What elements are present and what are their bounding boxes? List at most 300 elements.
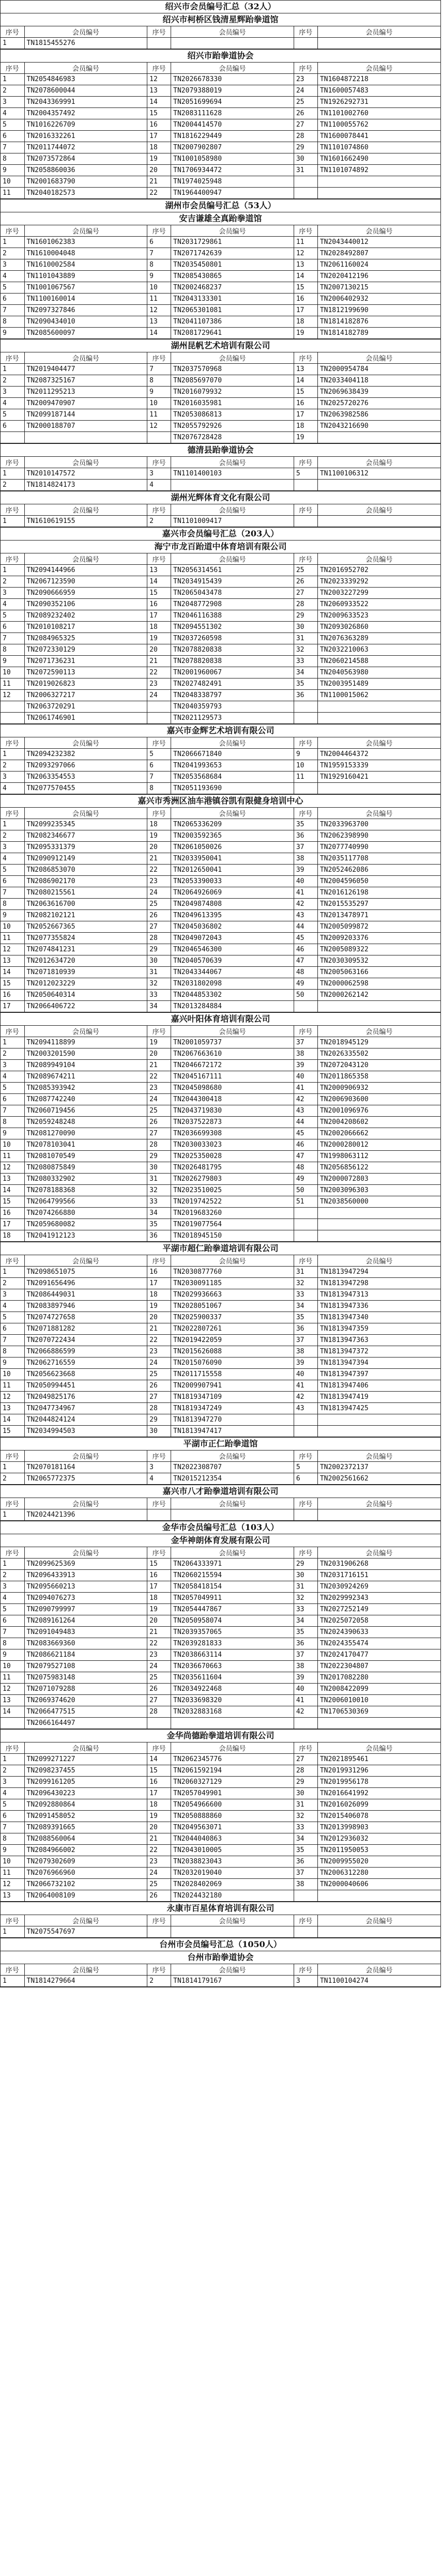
header-member-id: 会员编号	[171, 352, 294, 364]
header-seq: 序号	[1, 1026, 24, 1037]
seq-cell: 47	[294, 1151, 317, 1162]
member-id-cell: TN2090352106	[24, 599, 147, 610]
header-seq: 序号	[147, 225, 171, 237]
seq-cell: 10	[1, 667, 24, 678]
member-id-cell: TN2095660213	[24, 1581, 147, 1593]
member-id-cell: TN2067123590	[24, 576, 147, 588]
table-row	[1, 1868, 440, 1879]
member-id-cell: TN2004357492	[24, 108, 147, 119]
table-row	[1, 876, 440, 887]
member-id-cell: TN2065772375	[24, 1473, 147, 1485]
seq-cell: 11	[1, 678, 24, 690]
seq-cell	[294, 188, 317, 199]
member-id-cell: TN2030091185	[171, 1278, 294, 1289]
member-id-cell: TN2096430223	[24, 1788, 147, 1799]
member-id-cell: TN2079302609	[24, 1856, 147, 1868]
member-id-cell	[317, 516, 440, 527]
seq-cell: 20	[147, 644, 171, 656]
header-seq: 序号	[294, 553, 317, 565]
table-row	[1, 1718, 440, 1729]
header-seq: 序号	[294, 26, 317, 38]
seq-cell: 24	[147, 690, 171, 701]
member-id-cell: TN2051699694	[171, 97, 294, 108]
seq-cell: 47	[294, 955, 317, 967]
member-id-cell: TN2016641992	[317, 1788, 440, 1799]
seq-cell: 14	[147, 328, 171, 339]
table-row	[1, 1128, 440, 1139]
member-id-cell: TN2037570968	[171, 364, 294, 375]
member-id-cell: TN1813947363	[317, 1335, 440, 1346]
member-id-cell: TN2020412196	[317, 271, 440, 282]
seq-cell: 7	[1, 1105, 24, 1117]
member-id-cell: TN2066732102	[24, 1879, 147, 1890]
member-id-cell: TN2062716559	[24, 1358, 147, 1369]
table-row	[1, 1426, 440, 1437]
seq-cell: 3	[147, 468, 171, 480]
seq-cell: 28	[147, 1403, 171, 1414]
member-id-cell: TN2074841231	[24, 944, 147, 955]
header-member-id: 会员编号	[171, 1498, 294, 1509]
member-id-cell: TN2044300418	[171, 1094, 294, 1105]
member-id-cell: TN2013284884	[171, 1001, 294, 1012]
seq-cell: 30	[294, 622, 317, 633]
member-table	[1, 807, 440, 1012]
seq-cell: 31	[294, 1799, 317, 1811]
seq-cell: 3	[1, 97, 24, 108]
table-row	[1, 1369, 440, 1380]
seq-cell: 24	[294, 85, 317, 97]
member-id-cell: TN2087742240	[24, 1094, 147, 1105]
table-row	[1, 1323, 440, 1335]
table-row	[1, 248, 440, 259]
member-id-cell: TN2063720291	[24, 701, 147, 713]
member-id-cell: TN2061050026	[171, 842, 294, 853]
seq-cell: 2	[1, 1473, 24, 1485]
member-id-cell: TN1998063112	[317, 1151, 440, 1162]
member-id-cell: TN2001059737	[171, 1037, 294, 1048]
seq-cell: 18	[294, 421, 317, 432]
table-row	[1, 1208, 440, 1219]
seq-cell: 1	[1, 1509, 24, 1521]
member-id-cell	[317, 1219, 440, 1230]
header-seq: 序号	[294, 1498, 317, 1509]
header-member-id: 会员编号	[317, 1915, 440, 1926]
member-id-cell: TN2077570455	[24, 783, 147, 794]
member-id-cell: TN2011865358	[317, 1071, 440, 1083]
table-header-row	[1, 225, 440, 237]
seq-cell: 36	[294, 830, 317, 842]
member-id-cell: TN2058860036	[24, 165, 147, 176]
member-id-cell: TN2064008109	[24, 1890, 147, 1902]
seq-cell: 11	[294, 237, 317, 248]
member-id-cell: TN2065043478	[171, 588, 294, 599]
member-id-cell: TN2056314561	[171, 565, 294, 576]
seq-cell: 3	[1, 1289, 24, 1301]
member-id-cell: TN2050640314	[24, 990, 147, 1001]
seq-cell: 26	[294, 576, 317, 588]
seq-cell: 14	[294, 271, 317, 282]
member-id-cell: TN2030033023	[171, 1139, 294, 1151]
table-row	[1, 108, 440, 119]
member-id-cell: TN1101043889	[24, 271, 147, 282]
table-row	[1, 1301, 440, 1312]
seq-cell	[147, 38, 171, 49]
table-row	[1, 1196, 440, 1208]
member-id-cell: TN2066477515	[24, 1706, 147, 1718]
member-id-cell: TN2030924269	[317, 1581, 440, 1593]
header-member-id: 会员编号	[317, 225, 440, 237]
table-row	[1, 165, 440, 176]
seq-cell: 34	[294, 1833, 317, 1845]
member-id-cell: TN2034994503	[24, 1426, 147, 1437]
member-id-cell: TN2007902807	[171, 142, 294, 153]
member-id-cell	[317, 1230, 440, 1242]
seq-cell: 9	[1, 1845, 24, 1856]
table-row	[1, 1185, 440, 1196]
seq-cell: 5	[1, 610, 24, 622]
seq-cell: 19	[147, 830, 171, 842]
seq-cell: 10	[1, 1369, 24, 1380]
member-id-cell: TN2038560000	[317, 1196, 440, 1208]
seq-cell: 18	[147, 819, 171, 830]
seq-cell: 38	[294, 1661, 317, 1672]
member-id-cell: TN2004208602	[317, 1117, 440, 1128]
seq-cell: 6	[1, 1615, 24, 1627]
seq-cell: 20	[147, 1822, 171, 1833]
table-row	[1, 678, 440, 690]
header-member-id: 会员编号	[171, 737, 294, 749]
seq-cell: 31	[294, 165, 317, 176]
seq-cell: 4	[1, 271, 24, 282]
seq-cell: 35	[294, 1312, 317, 1323]
seq-cell: 31	[294, 1267, 317, 1278]
member-table	[1, 1547, 440, 1729]
table-row	[1, 865, 440, 876]
member-id-cell: TN1001058980	[171, 153, 294, 165]
seq-cell: 18	[294, 316, 317, 328]
header-member-id: 会员编号	[171, 808, 294, 819]
member-id-cell: TN2031802098	[171, 978, 294, 990]
member-id-cell: TN2049874808	[171, 899, 294, 910]
organization-title: 绍兴市柯桥区钱清星辉跆拳道馆	[1, 13, 440, 26]
seq-cell: 22	[147, 1845, 171, 1856]
table-row	[1, 74, 440, 85]
member-id-cell: TN2056856122	[317, 1162, 440, 1174]
member-id-cell: TN2094118899	[24, 1037, 147, 1048]
header-member-id: 会员编号	[171, 1915, 294, 1926]
seq-cell: 16	[294, 398, 317, 409]
seq-cell: 7	[1, 1627, 24, 1638]
table-row	[1, 783, 440, 794]
seq-cell: 38	[294, 853, 317, 865]
member-id-cell	[171, 1926, 294, 1938]
seq-cell: 21	[147, 853, 171, 865]
member-id-cell: TN2024432180	[171, 1890, 294, 1902]
member-id-cell: TN1813947340	[317, 1312, 440, 1323]
seq-cell: 17	[1, 1219, 24, 1230]
member-id-cell: TN1974025948	[171, 176, 294, 188]
member-id-cell: TN2006903600	[317, 1094, 440, 1105]
member-id-cell: TN2098651075	[24, 1267, 147, 1278]
member-id-cell: TN2048772908	[171, 599, 294, 610]
member-id-cell	[317, 1890, 440, 1902]
header-seq: 序号	[147, 1547, 171, 1559]
seq-cell: 13	[147, 316, 171, 328]
member-id-cell: TN2032019040	[171, 1868, 294, 1879]
member-id-cell: TN2043719830	[171, 1105, 294, 1117]
seq-cell: 2	[1, 576, 24, 588]
header-member-id: 会员编号	[317, 1742, 440, 1754]
header-member-id: 会员编号	[171, 225, 294, 237]
header-seq: 序号	[1, 808, 24, 819]
member-id-cell: TN1814179167	[171, 1976, 294, 1987]
member-id-cell: TN2090434010	[24, 316, 147, 328]
seq-cell: 1	[1, 1559, 24, 1570]
header-seq: 序号	[294, 1742, 317, 1754]
seq-cell: 30	[294, 1788, 317, 1799]
seq-cell: 2	[1, 85, 24, 97]
member-id-cell: TN1706934472	[171, 165, 294, 176]
seq-cell: 26	[147, 1380, 171, 1392]
header-seq: 序号	[1, 225, 24, 237]
member-table	[1, 737, 440, 794]
member-id-cell: TN2028051067	[171, 1301, 294, 1312]
seq-cell: 40	[294, 876, 317, 887]
header-seq: 序号	[294, 808, 317, 819]
seq-cell: 5	[1, 119, 24, 131]
table-row	[1, 599, 440, 610]
seq-cell: 23	[147, 678, 171, 690]
member-id-cell: TN2093026860	[317, 622, 440, 633]
seq-cell	[147, 1509, 171, 1521]
seq-cell: 1	[1, 1754, 24, 1765]
member-id-cell: TN2049825176	[24, 1392, 147, 1403]
member-id-cell: TN2038663114	[171, 1649, 294, 1661]
member-id-cell: TN2055792926	[171, 421, 294, 432]
organization-title: 嘉兴市八才跆拳道培训有限公司	[1, 1485, 440, 1498]
member-id-cell: TN2089949104	[24, 1060, 147, 1071]
seq-cell	[1, 1718, 24, 1729]
seq-cell: 4	[1, 1593, 24, 1604]
seq-cell	[1, 713, 24, 724]
member-id-cell: TN2026481795	[171, 1162, 294, 1174]
member-id-cell: TN2016332261	[24, 131, 147, 142]
table-row	[1, 944, 440, 955]
table-row	[1, 990, 440, 1001]
header-seq: 序号	[147, 457, 171, 468]
seq-cell: 49	[294, 978, 317, 990]
member-id-cell: TN2025720276	[317, 398, 440, 409]
seq-cell: 19	[147, 633, 171, 644]
seq-cell: 41	[294, 1380, 317, 1392]
seq-cell: 23	[294, 74, 317, 85]
seq-cell: 1	[1, 1462, 24, 1473]
seq-cell: 10	[1, 1139, 24, 1151]
seq-cell: 9	[147, 271, 171, 282]
table-row	[1, 1162, 440, 1174]
member-id-cell: TN1929160421	[317, 772, 440, 783]
seq-cell: 20	[147, 165, 171, 176]
member-id-cell: TN1813947336	[317, 1301, 440, 1312]
member-id-cell: TN1100104274	[317, 1976, 440, 1987]
seq-cell: 12	[1, 1879, 24, 1890]
seq-cell: 43	[294, 1403, 317, 1414]
seq-cell: 5	[1, 1799, 24, 1811]
seq-cell: 26	[147, 1684, 171, 1695]
seq-cell: 45	[294, 1128, 317, 1139]
member-id-cell: TN2024421396	[24, 1509, 147, 1521]
seq-cell: 17	[147, 1788, 171, 1799]
member-id-cell: TN2013478971	[317, 910, 440, 921]
seq-cell: 5	[1, 1083, 24, 1094]
member-id-cell: TN2001096976	[317, 1105, 440, 1117]
seq-cell: 35	[147, 1219, 171, 1230]
member-id-cell: TN2026678330	[171, 74, 294, 85]
member-id-cell: TN2022304807	[317, 1661, 440, 1672]
seq-cell	[294, 1718, 317, 1729]
member-id-cell: TN2009203376	[317, 933, 440, 944]
member-id-cell: TN2062345776	[171, 1754, 294, 1765]
header-seq: 序号	[1, 1255, 24, 1267]
header-seq: 序号	[147, 1742, 171, 1754]
member-id-cell	[317, 1208, 440, 1219]
seq-cell: 2	[1, 1048, 24, 1060]
member-id-cell: TN2016952702	[317, 565, 440, 576]
member-id-cell: TN2099161205	[24, 1777, 147, 1788]
member-id-cell: TN2040563980	[317, 667, 440, 678]
member-id-cell: TN2065301081	[171, 305, 294, 316]
header-member-id: 会员编号	[317, 352, 440, 364]
member-id-cell: TN2008422099	[317, 1684, 440, 1695]
seq-cell: 23	[147, 1649, 171, 1661]
seq-cell: 6	[147, 760, 171, 772]
seq-cell: 17	[147, 1278, 171, 1289]
seq-cell: 41	[294, 1083, 317, 1094]
header-member-id: 会员编号	[171, 63, 294, 74]
member-id-cell	[317, 480, 440, 491]
member-id-cell: TN1819347109	[171, 1392, 294, 1403]
seq-cell: 15	[294, 387, 317, 398]
seq-cell: 3	[1, 1581, 24, 1593]
table-row	[1, 1765, 440, 1777]
table-header-row	[1, 504, 440, 516]
member-id-cell: TN1813947406	[317, 1380, 440, 1392]
member-id-cell: TN2085600097	[24, 328, 147, 339]
header-member-id: 会员编号	[24, 352, 147, 364]
table-row	[1, 1174, 440, 1185]
member-id-cell: TN2078103041	[24, 1139, 147, 1151]
seq-cell: 7	[147, 772, 171, 783]
table-row	[1, 1289, 440, 1301]
member-id-cell: TN2099235345	[24, 819, 147, 830]
member-id-cell: TN2026279803	[171, 1174, 294, 1185]
table-row	[1, 1105, 440, 1117]
seq-cell: 32	[147, 978, 171, 990]
member-id-cell: TN2033698320	[171, 1695, 294, 1706]
header-member-id: 会员编号	[317, 1547, 440, 1559]
member-id-cell: TN2024170477	[317, 1649, 440, 1661]
seq-cell: 25	[147, 1369, 171, 1380]
member-id-cell: TN2051193690	[171, 783, 294, 794]
member-id-cell: TN2082102121	[24, 910, 147, 921]
header-member-id: 会员编号	[24, 1547, 147, 1559]
table-row	[1, 1845, 440, 1856]
member-id-cell: TN1604872218	[317, 74, 440, 85]
member-id-cell: TN2003096303	[317, 1185, 440, 1196]
header-seq: 序号	[147, 352, 171, 364]
seq-cell: 2	[147, 1976, 171, 1987]
table-row	[1, 1799, 440, 1811]
member-id-cell: TN1926292731	[317, 97, 440, 108]
member-id-cell: TN2000188707	[24, 421, 147, 432]
seq-cell: 20	[147, 1312, 171, 1323]
header-member-id: 会员编号	[24, 504, 147, 516]
member-id-cell: TN1001067567	[24, 282, 147, 294]
header-seq: 序号	[1, 553, 24, 565]
member-id-cell: TN1610002584	[24, 259, 147, 271]
seq-cell: 46	[294, 1139, 317, 1151]
table-row	[1, 633, 440, 644]
table-row	[1, 644, 440, 656]
member-id-cell: TN2064333971	[171, 1559, 294, 1570]
seq-cell: 13	[294, 364, 317, 375]
table-header-row	[1, 1451, 440, 1462]
seq-cell: 16	[147, 1570, 171, 1581]
member-id-cell: TN2047734967	[24, 1403, 147, 1414]
table-row	[1, 1278, 440, 1289]
table-row	[1, 421, 440, 432]
seq-cell: 2	[1, 375, 24, 387]
member-id-cell: TN2025072058	[317, 1615, 440, 1627]
member-id-cell: TN2069374620	[24, 1695, 147, 1706]
seq-cell: 36	[294, 1638, 317, 1649]
region-summary-title: 台州市会员编号汇总（1050人）	[1, 1938, 440, 1951]
member-id-cell: TN2074266880	[24, 1208, 147, 1219]
table-header-row	[1, 1964, 440, 1976]
member-id-cell: TN2043369991	[24, 97, 147, 108]
seq-cell: 33	[294, 1289, 317, 1301]
seq-cell: 30	[294, 1570, 317, 1581]
member-id-cell: TN2077355824	[24, 933, 147, 944]
organization-title: 湖州昆帆艺术培训有限公司	[1, 339, 440, 352]
seq-cell: 4	[1, 853, 24, 865]
header-seq: 序号	[1, 737, 24, 749]
member-id-cell: TN2016026099	[317, 1799, 440, 1811]
seq-cell: 41	[294, 1695, 317, 1706]
seq-cell: 18	[147, 1289, 171, 1301]
member-id-cell: TN2061160024	[317, 259, 440, 271]
seq-cell: 23	[147, 1346, 171, 1358]
member-id-cell: TN2063354553	[24, 772, 147, 783]
table-header-row	[1, 1742, 440, 1754]
member-id-cell: TN1813947270	[171, 1414, 294, 1426]
seq-cell: 22	[147, 1335, 171, 1346]
seq-cell: 9	[147, 387, 171, 398]
seq-cell: 28	[294, 131, 317, 142]
seq-cell: 50	[294, 990, 317, 1001]
seq-cell: 44	[294, 921, 317, 933]
seq-cell: 18	[147, 1799, 171, 1811]
seq-cell: 24	[147, 1094, 171, 1105]
seq-cell	[147, 432, 171, 443]
member-id-cell	[317, 176, 440, 188]
member-table	[1, 1915, 440, 1938]
seq-cell: 43	[294, 1105, 317, 1117]
seq-cell: 1	[1, 1976, 24, 1987]
member-id-cell: TN2001683790	[24, 176, 147, 188]
member-id-cell: TN2080332902	[24, 1174, 147, 1185]
table-header-row	[1, 457, 440, 468]
